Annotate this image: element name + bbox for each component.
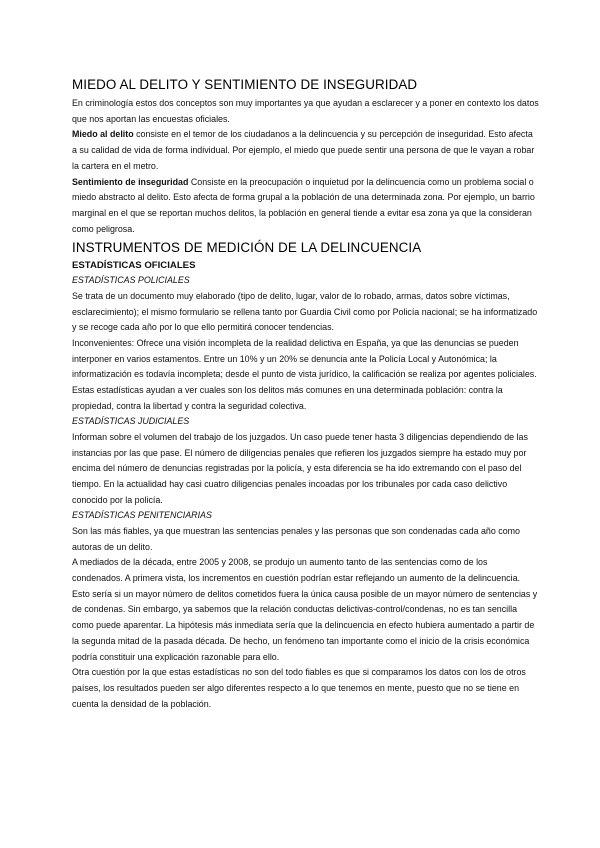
police-paragraph-2: Inconvenientes: Ofrece una visión incompleta de la realidad delictiva en España, ya que las denuncias se pueden interponer en varios estamentos. Entre un 10% y un 20% se denuncia ante la Policía Local y Autonómica; la informatización es todavía incompleta; desde el punto de vista jurídico, la calificación se realiza por agentes policiales. xyxy=(72,337,537,380)
fear-text: consiste en el temor de los ciudadanos a la delincuencia y su percepción de inseguridad. Esto afecta a su calidad de vida de forma individual. Por ejemplo, el miedo que puede sentir una persona de que le vayan a robar la cartera en el metro. xyxy=(72,129,535,171)
police-paragraph-3: Estas estadísticas ayudan a ver cuales son los delitos más comunes en una determinada población: contra la propiedad, contra la libertad y contra la seguridad colectiva. xyxy=(72,385,503,411)
prison-paragraph-3: Otra cuestión por la que estas estadísticas no son del todo fiables es que si comparamos los datos con los de otros países, los resultados pueden ser algo diferentes respecto a lo que tenemos en mente, puesto que no se tiene en cuenta la densidad de la población. xyxy=(72,667,526,709)
heading-police-statistics: ESTADÍSTICAS POLICIALES xyxy=(72,275,190,286)
police-paragraph-1: Se trata de un documento muy elaborado (tipo de delito, lugar, valor de lo robado, armas, datos sobre víctimas, esclarecimiento); el mismo formulario se rellena tanto por Guardia Civil como por Policía nacional; se ha informatizado y se recoge cada año por lo que ello permitirá conocer tendencias. xyxy=(72,290,538,333)
fear-definition xyxy=(72,127,540,174)
subtitle-official-statistics: ESTADÍSTICAS OFICIALES xyxy=(72,260,196,272)
insecurity-definition xyxy=(72,175,540,238)
heading-prison-statistics: ESTADÍSTICAS PENITENCIARIAS xyxy=(72,510,212,521)
insecurity-term: Sentimiento de inseguridad xyxy=(72,176,189,187)
prison-paragraph-2: A mediados de la década, entre 2005 y 2008, se produjo un aumento tanto de las sentencias como de los condenados. A primera vista, los incrementos en cuestión podrían estar reflejando un aumento de la delincuencia. Esto sería si un mayor número de delitos cometidos fuera la única causa posible de un mayor número de sentencias y de condenas. Sin embargo, ya sabemos que la relación conductas delictivas-control/condenas, no es tan sencilla como puede aparentar. La hipótesis más inmediata sería que la delincuencia en efecto hubiera aumentado a partir de la segunda mitad de la pasada década. De hecho, un fenómeno tan importante como el inicio de la crisis económica podría constituir una explicación razonable para ello. xyxy=(72,557,538,662)
prison-paragraph-1: Son las más fiables, ya que muestran las sentencias penales y las personas que son condenadas cada año como autoras de un delito. xyxy=(72,525,520,552)
section-title-fear: MIEDO AL DELITO Y SENTIMIENTO DE INSEGURIDAD xyxy=(72,77,418,92)
heading-judicial-statistics: ESTADÍSTICAS JUDICIALES xyxy=(72,416,190,427)
insecurity-text: Consiste en la preocupación o inquietud por la delincuencia como un problema social o miedo abstracto al delito. Esto afecta de forma grupal a la población de una determinada zona. Por ejemplo, un barrio marginal en el que se reportan muchos delitos, la población en general tiende a evitar esa zona ya que la consideran como peligrosa. xyxy=(72,176,535,234)
fear-term: Miedo al delito xyxy=(72,129,134,140)
section-title-instruments: INSTRUMENTOS DE MEDICIÓN DE LA DELINCUENCIA xyxy=(72,240,422,256)
judicial-paragraph-1: Informan sobre el volumen del trabajo de los juzgados. Un caso puede tener hasta 3 diligencias dependiendo de las instancias por las que pase. El número de diligencias penales que refieren los juzgados siempre ha estado muy por encima del número de denuncias registradas por la policía, y esta diferencia se ha ido extremando con el paso del tiempo. En la actualidad hay casi cuatro diligencias penales incoadas por los tribunales por cada caso delictivo conocido por la policía. xyxy=(72,431,528,505)
intro-paragraph: En criminología estos dos conceptos son muy importantes ya que ayudan a esclarecer y a poner en contexto los datos que nos aportan las encuestas oficiales. xyxy=(72,98,539,124)
